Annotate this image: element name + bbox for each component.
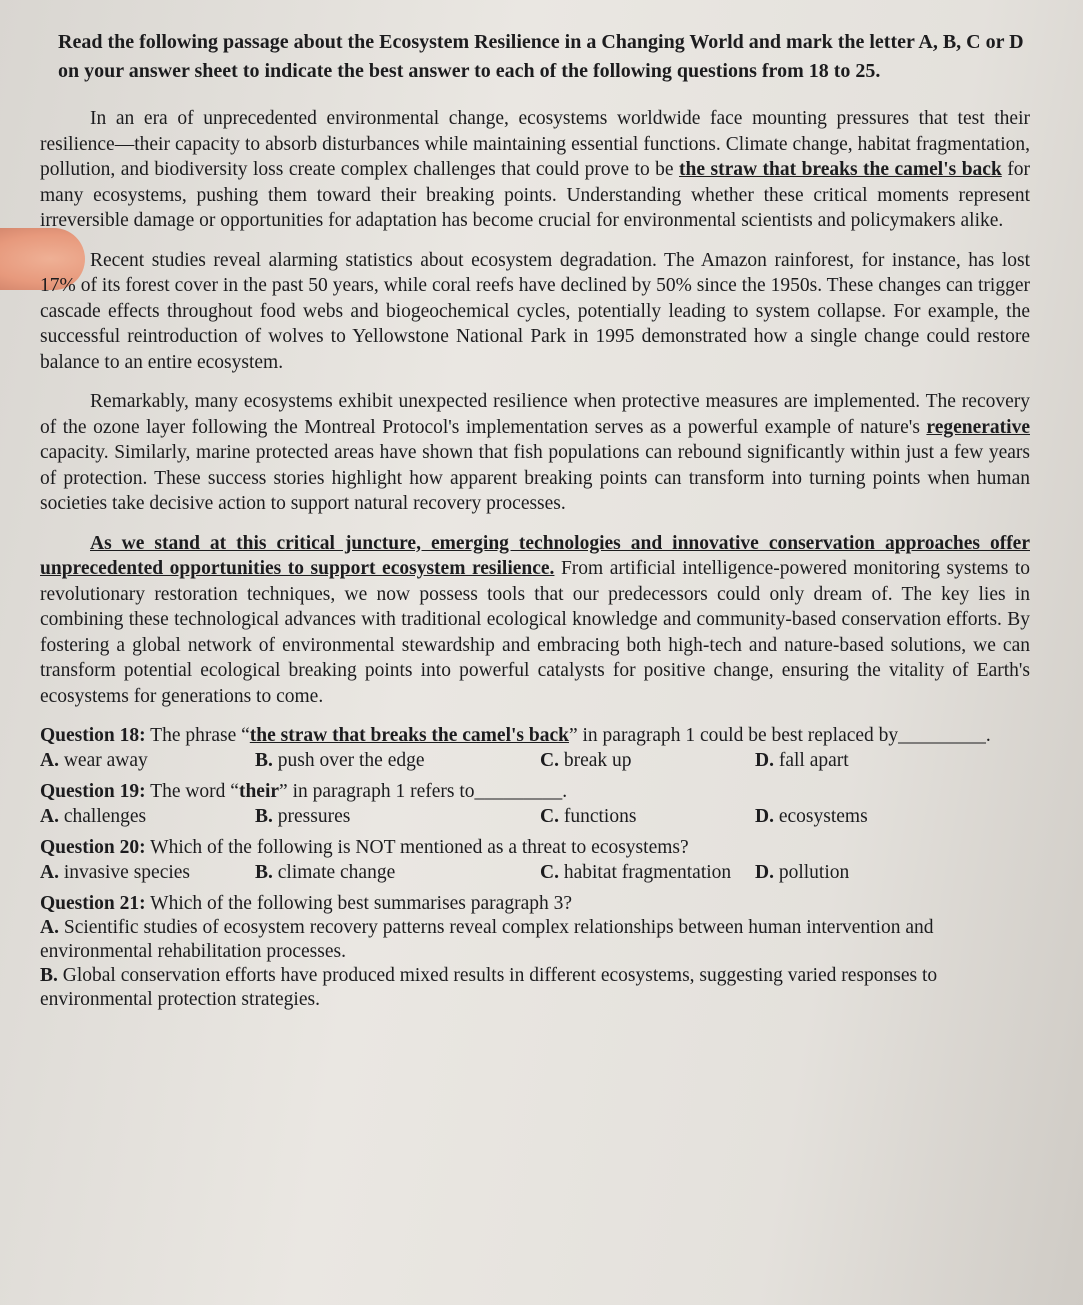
highlight-regenerative: regenerative [926, 416, 1030, 438]
option-c[interactable]: C. break up [540, 750, 632, 771]
option-b[interactable]: B. pressures [255, 806, 351, 827]
question-21: Question 21: Which of the following best summarises paragraph 3? A. Scientific studies of ecosystem recovery patterns reveal complex relationships between human intervention and environmental rehabilitation processes. B. Global conservation efforts have produced mixed results in different ecosystems, suggesting varied responses to environmental protection strategies. [40, 891, 1030, 1012]
highlight-sentence: As we stand at this critical juncture, emerging technologies and innovative conservation approaches offer unprecedented opportunities to support ecosystem resilience. [40, 532, 1030, 579]
option-d[interactable]: D. pollution [755, 862, 850, 883]
paragraph-2: Recent studies reveal alarming statistics about ecosystem degradation. The Amazon rainforest, for instance, has lost 17% of its forest cover in the past 50 years, while coral reefs have declined by 50% since the 1950s. These changes can trigger cascade effects throughout food webs and biogeochemical cycles, potentially leading to system collapse. For example, the successful reintroduction of wolves to Yellowstone National Park in 1995 demonstrated how a single change could restore balance to an entire ecosystem. [40, 249, 1030, 373]
question-20: Question 20: Which of the following is NOT mentioned as a threat to ecosystems? A. invasive species B. climate change C. habitat fragmentation D. pollution [40, 835, 1030, 885]
option-b[interactable]: B. climate change [255, 862, 396, 883]
option-a[interactable]: A. Scientific studies of ecosystem recovery patterns reveal complex relationships between human intervention and environmental rehabilitation processes. [40, 917, 934, 962]
paragraph-4: As we stand at this critical juncture, emerging technologies and innovative conservation approaches offer unprecedented opportunities to support ecosystem resilience. From artificial intelligence-powered monitoring systems to revolutionary restoration techniques, we now possess tools that our predecessors could only dream of. The key lies in combining these technological advances with traditional ecological knowledge and community-based conservation efforts. By fostering a global network of environmental stewardship and embracing both high-tech and nature-based solutions, we can transform potential ecological breaking points into powerful catalysts for positive change, ensuring the vitality of Earth's ecosystems for generations to come. [40, 532, 1030, 707]
option-d[interactable]: D. fall apart [755, 750, 849, 771]
paragraph-1: In an era of unprecedented environmental change, ecosystems worldwide face mounting pressures that test their resilience—their capacity to absorb disturbances while maintaining essential functions. Climate change, habitat fragmentation, pollution, and biodiversity loss create complex challenges that could prove to be the straw that breaks the camel's back for many ecosystems, pushing them toward their breaking points. Understanding whether these critical moments represent irreversible damage or opportunities for adaptation has become crucial for environmental scientists and policymakers alike. [40, 108, 1030, 231]
highlight-idiom: the straw that breaks the camel's back [679, 159, 1002, 180]
instructions: Read the following passage about the Ecosystem Resilience in a Changing World and mark the letter A, B, C or D on your answer sheet to indicate the best answer to each of the following questions from 18 to 25. [58, 31, 1024, 82]
option-d[interactable]: D. ecosystems [755, 806, 868, 827]
option-b[interactable]: B. push over the edge [255, 750, 425, 771]
option-c[interactable]: C. habitat fragmentation [540, 862, 732, 883]
option-a[interactable]: A. wear away [40, 750, 148, 771]
worksheet [40, 28, 1030, 1012]
option-b[interactable]: B. Global conservation efforts have produced mixed results in different ecosystems, suggesting varied responses to environmental protection strategies. [40, 965, 938, 1010]
question-19: Question 19: The word “their” in paragraph 1 refers to_________. A. challenges B. pressures C. functions D. ecosystems [40, 779, 1030, 829]
option-a[interactable]: A. challenges [40, 806, 147, 827]
paragraph-3: Remarkably, many ecosystems exhibit unexpected resilience when protective measures are implemented. The recovery of the ozone layer following the Montreal Protocol's implementation serves as a powerful example of nature's regenerative capacity. Similarly, marine protected areas have shown that fish populations can rebound significantly within just a few years of protection. These success stories highlight how apparent breaking points can transform into turning points when human societies take decisive action to support natural recovery processes. [40, 391, 1030, 514]
question-18: Question 18: The phrase “the straw that breaks the camel's back” in paragraph 1 could be best replaced by_________. A. wear away B. push over the edge C. break up D. fall apart [40, 723, 1030, 773]
option-a[interactable]: A. invasive species [40, 862, 191, 883]
option-c[interactable]: C. functions [540, 806, 637, 827]
